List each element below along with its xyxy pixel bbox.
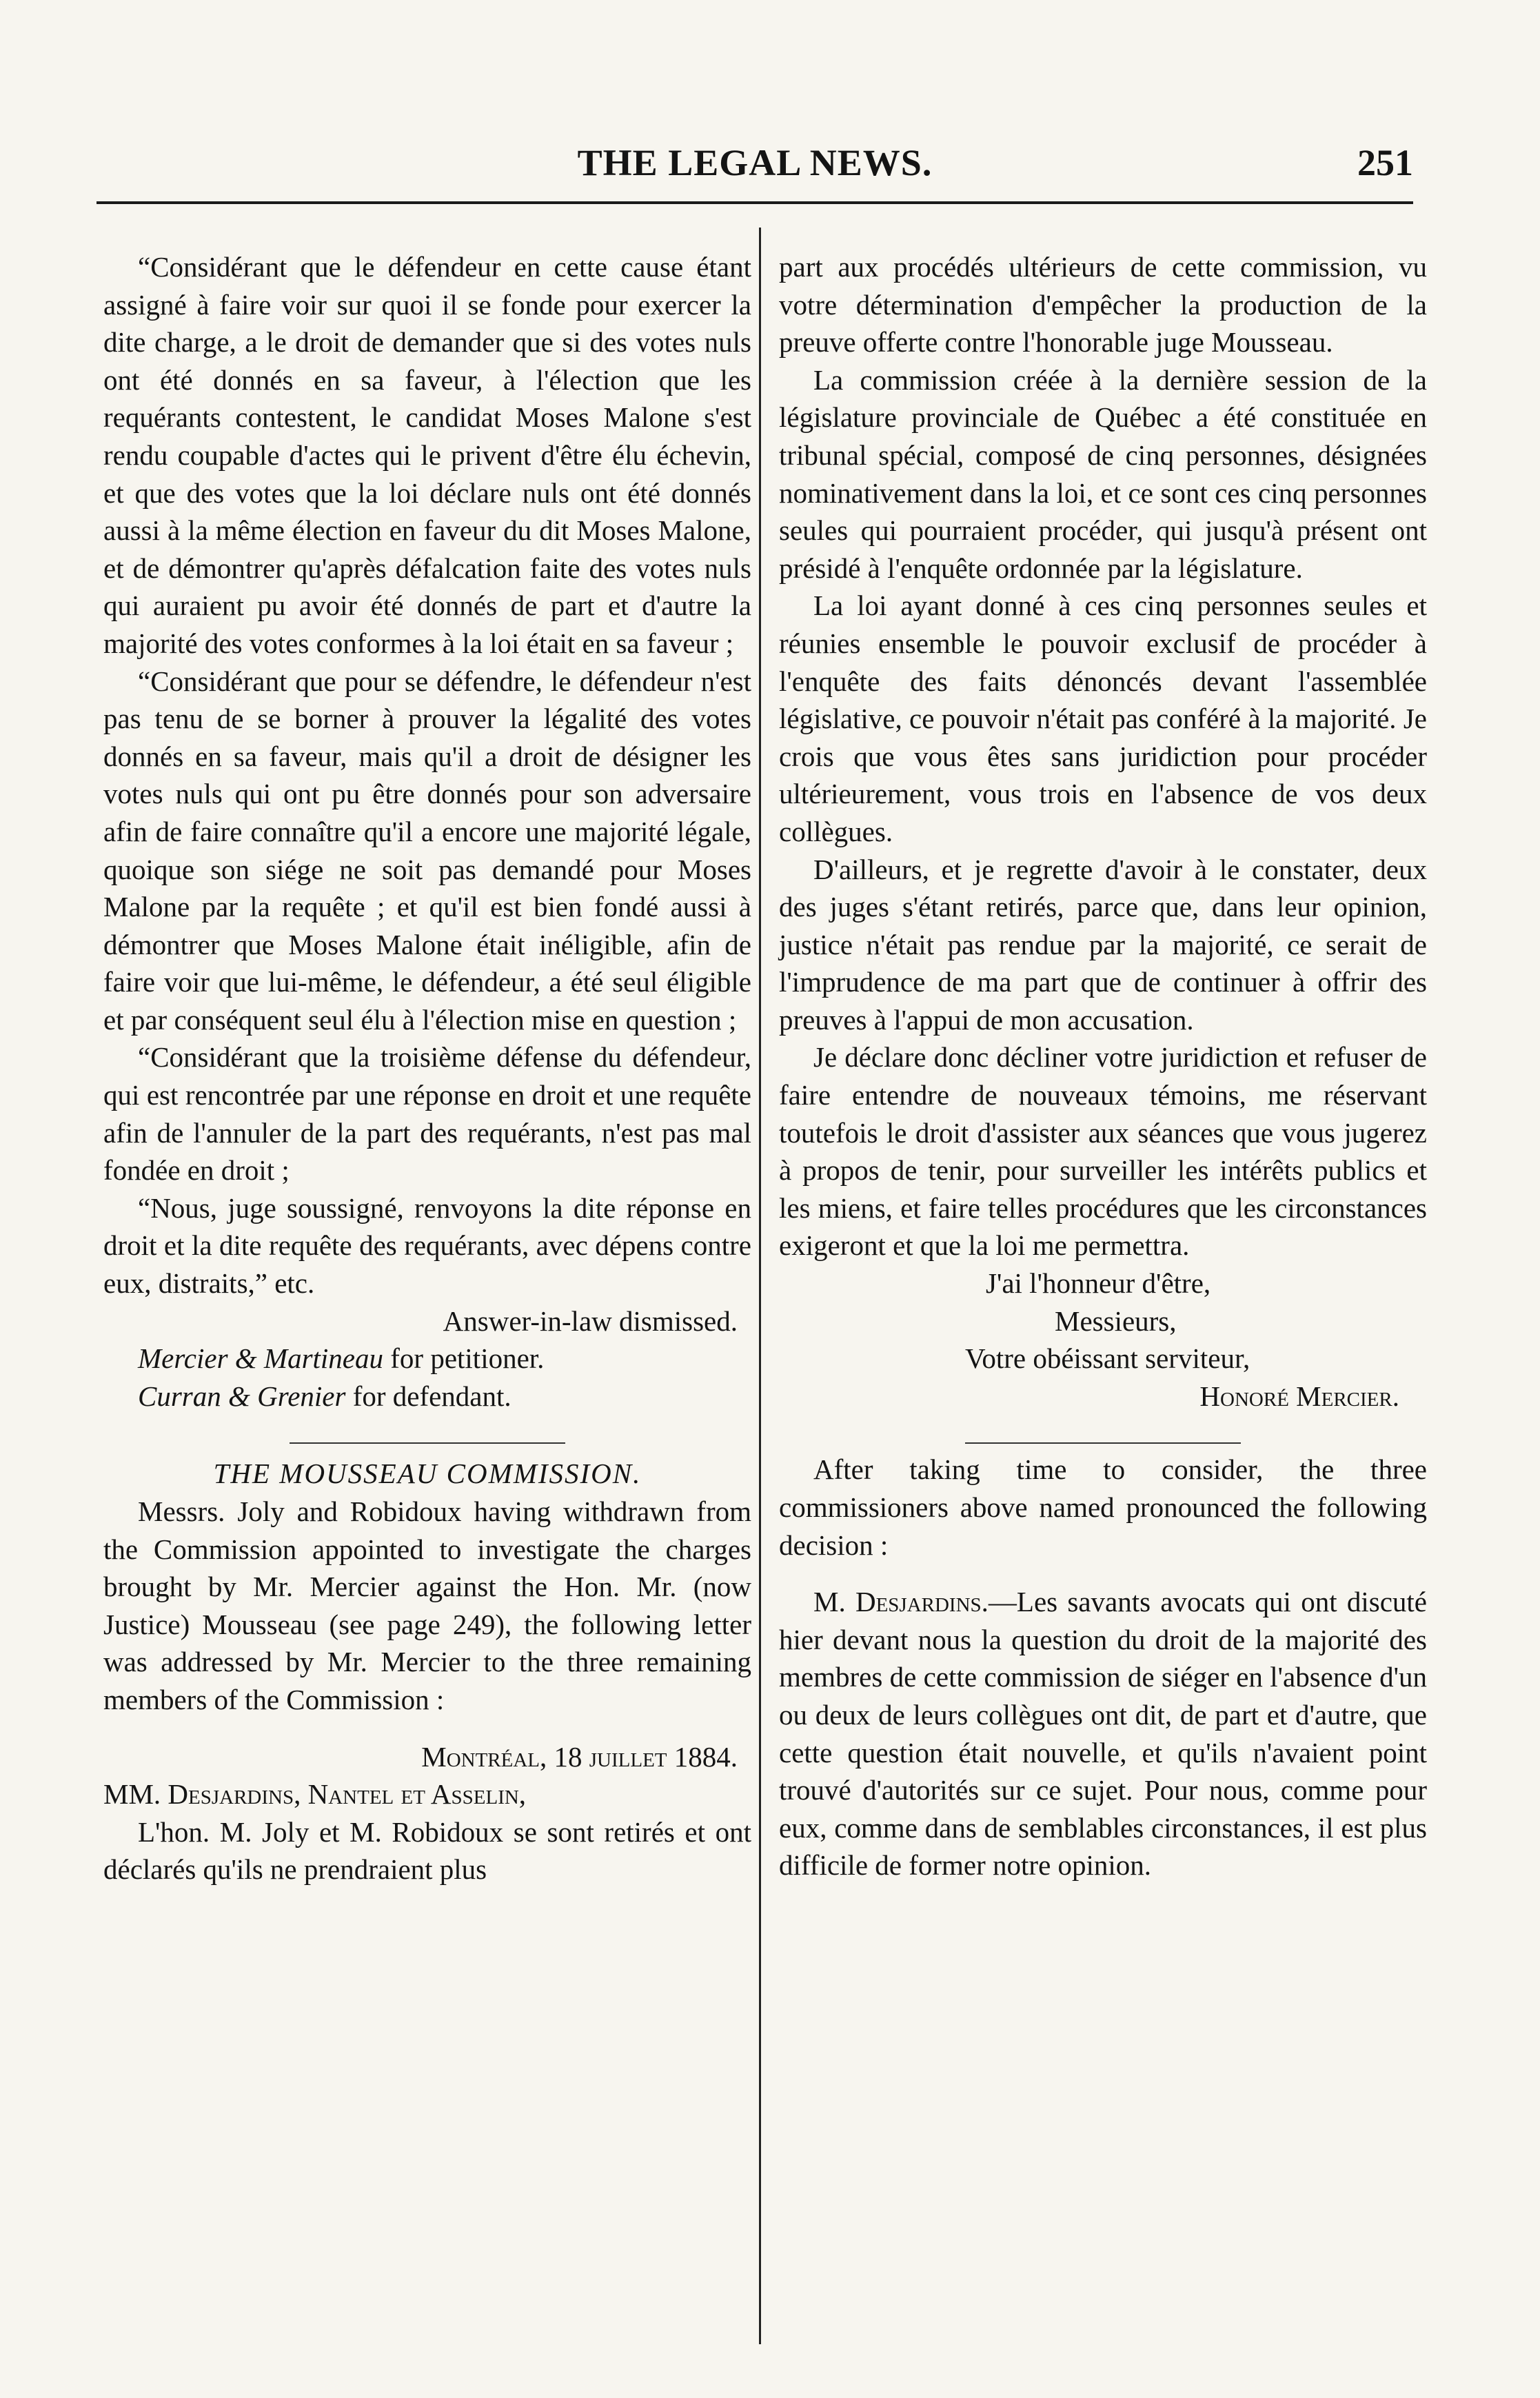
letter-paragraph-4: D'ailleurs, et je regrette d'avoir à le constater, deux des juges s'étant retirés, parce que, dans leur opinion, justice n'était pas rendue par la majorité, ce serait de l'imprudence de ma part que de continuer à offrir des preuves à l'appui de mon accusation. — [779, 853, 1427, 1036]
right-column — [779, 248, 1427, 1884]
counsel-petitioner-names: Mercier & Martineau — [138, 1342, 384, 1375]
decision-paragraph — [779, 1583, 1427, 1884]
letter-continuation: part aux procédés ultérieurs de cette commission, vu votre détermination d'empêcher la production de la preuve offerte contre l'honorable juge Mousseau. — [779, 251, 1427, 359]
letter-closing-3: Votre obéissant serviteur, — [965, 1342, 1250, 1375]
decision-introduction: After taking time to consider, the three commissioners above named pronounced the following decision : — [779, 1453, 1427, 1561]
header-rule — [97, 201, 1413, 204]
letter-paragraph-1: L'hon. M. Joly et M. Robidoux se sont retirés et ont déclarés qu'ils ne prendraient plus — [103, 1815, 751, 1886]
counsel-defendant-role: for defendant. — [345, 1380, 511, 1412]
letter-paragraph-5: Je déclare donc décliner votre juridiction et refuser de faire entendre de nouveaux témoins, me réservant toutefois le droit d'assister aux séances que vous jugerez à propos de tenir, pour surveiller les intérêts publics et les miens, et faire telles procédures que les circonstances exigeront et que la loi me permettra. — [779, 1041, 1427, 1262]
journal-title: THE LEGAL NEWS. — [577, 142, 933, 183]
decision-text: —Les savants avocats qui ont discuté hier devant nous la question du droit de la majorité des membres de cette commission de siéger en l'absence d'un ou deux de leurs collègues ont dit, de part et d'autre, que cette question était nouvelle, et qu'ils n'avaient point trouvé d'autorités sur ce sujet. Pour nous, comme pour eux, comme dans de semblables circonstances, il est plus difficile de former notre opinion. — [779, 1586, 1427, 1882]
letter-addressee: MM. Desjardins, Nantel et Asselin, — [103, 1778, 527, 1811]
counsel-defendant — [138, 1378, 751, 1415]
left-column — [103, 248, 751, 1888]
page-number: 251 — [1357, 142, 1413, 183]
section-title: THE MOUSSEAU COMMISSION. — [213, 1458, 642, 1490]
paragraph-considerant-1: “Considérant que le défendeur en cette cause étant assigné à faire voir sur quoi il se fonde pour exercer la dite charge, a le droit de demander que si des votes nuls ont été donnés en sa faveur, à l'élection que les requérants contestent, le candidat Moses Malone s'est rendu coupable d'actes qui le privent d'être élu échevin, et que des votes que la loi déclare nuls ont été donnés aussi à la même élection en faveur du dit Moses Malone, et de démontrer qu'après défalcation faite des votes nuls qui auraient pu avoir été donnés de part et d'autre la majorité des votes conformes à la loi était en sa faveur ; — [103, 251, 751, 659]
paragraph-considerant-2: “Considérant que pour se défendre, le défendeur n'est pas tenu de se borner à prouver la légalité des votes donnés en sa faveur, mais qu'il a droit de désigner les votes nuls qui ont pu être donnés pour son adversaire afin de faire connaître qu'il a encore une majorité légale, quoique son siége ne soit pas demandé pour Moses Malone par la requête ; et qu'il est bien fondé aussi à démontrer que Moses Malone était inéligible, afin de faire voir que lui-même, le défendeur, a été seul éligible et par conséquent seul élu à l'élection mise en question ; — [103, 665, 751, 1036]
running-header — [97, 141, 1413, 190]
section-rule — [290, 1442, 565, 1444]
counsel-petitioner — [138, 1340, 751, 1378]
decision-speaker: M. Desjardins. — [813, 1586, 989, 1618]
spacer-2 — [779, 1564, 1427, 1583]
counsel-defendant-names: Curran & Grenier — [138, 1380, 346, 1412]
counsel-petitioner-role: for petitioner. — [383, 1342, 545, 1375]
column-divider — [759, 228, 761, 2344]
letter-paragraph-3: La loi ayant donné à ces cinq personnes seules et réunies ensemble le pouvoir exclusif de procéder à l'enquête des faits dénoncés devant l'assemblée législative, ce pouvoir n'était pas conféré à la majorité. Je crois que vous êtes sans juridiction pour procéder ultérieurement, vous trois en l'absence de vos deux collègues. — [779, 590, 1427, 847]
letter-paragraph-2: La commission créée à la dernière session de la législature provinciale de Québec a été constituée en tribunal spécial, composé de cinq personnes, désignées nominativement dans la loi, et ce sont ces cinq personnes seules qui pourraient procéder, qui jusqu'à présent ont présidé à l'enquête ordonnée par la législature. — [779, 363, 1427, 584]
spacer — [103, 1719, 751, 1738]
paragraph-introduction: Messrs. Joly and Robidoux having withdrawn from the Commission appointed to investigate the charges brought by Mr. Mercier against the Hon. Mr. (now Justice) Mousseau (see page 249), the following letter was addressed by Mr. Mercier to the three remaining members of the Commission : — [103, 1495, 751, 1715]
letter-closing-2: Messieurs, — [1055, 1304, 1177, 1337]
letter-signature: Honoré Mercier. — [1199, 1380, 1399, 1412]
dismissal-note: Answer-in-law dismissed. — [443, 1304, 738, 1337]
section-rule-2 — [965, 1442, 1241, 1444]
letter-closing-1: J'ai l'honneur d'être, — [986, 1267, 1211, 1300]
paragraph-considerant-3: “Considérant que la troisième défense du défendeur, qui est rencontrée par une réponse en droit et une requête afin de l'annuler de la part des requérants, n'est pas mal fondée en droit ; — [103, 1041, 751, 1187]
letter-dateline: Montréal, 18 juillet 1884. — [421, 1740, 738, 1773]
paragraph-judgment: “Nous, juge soussigné, renvoyons la dite réponse en droit et la dite requête des requérants, avec dépens contre eux, distraits,” etc. — [103, 1191, 751, 1300]
